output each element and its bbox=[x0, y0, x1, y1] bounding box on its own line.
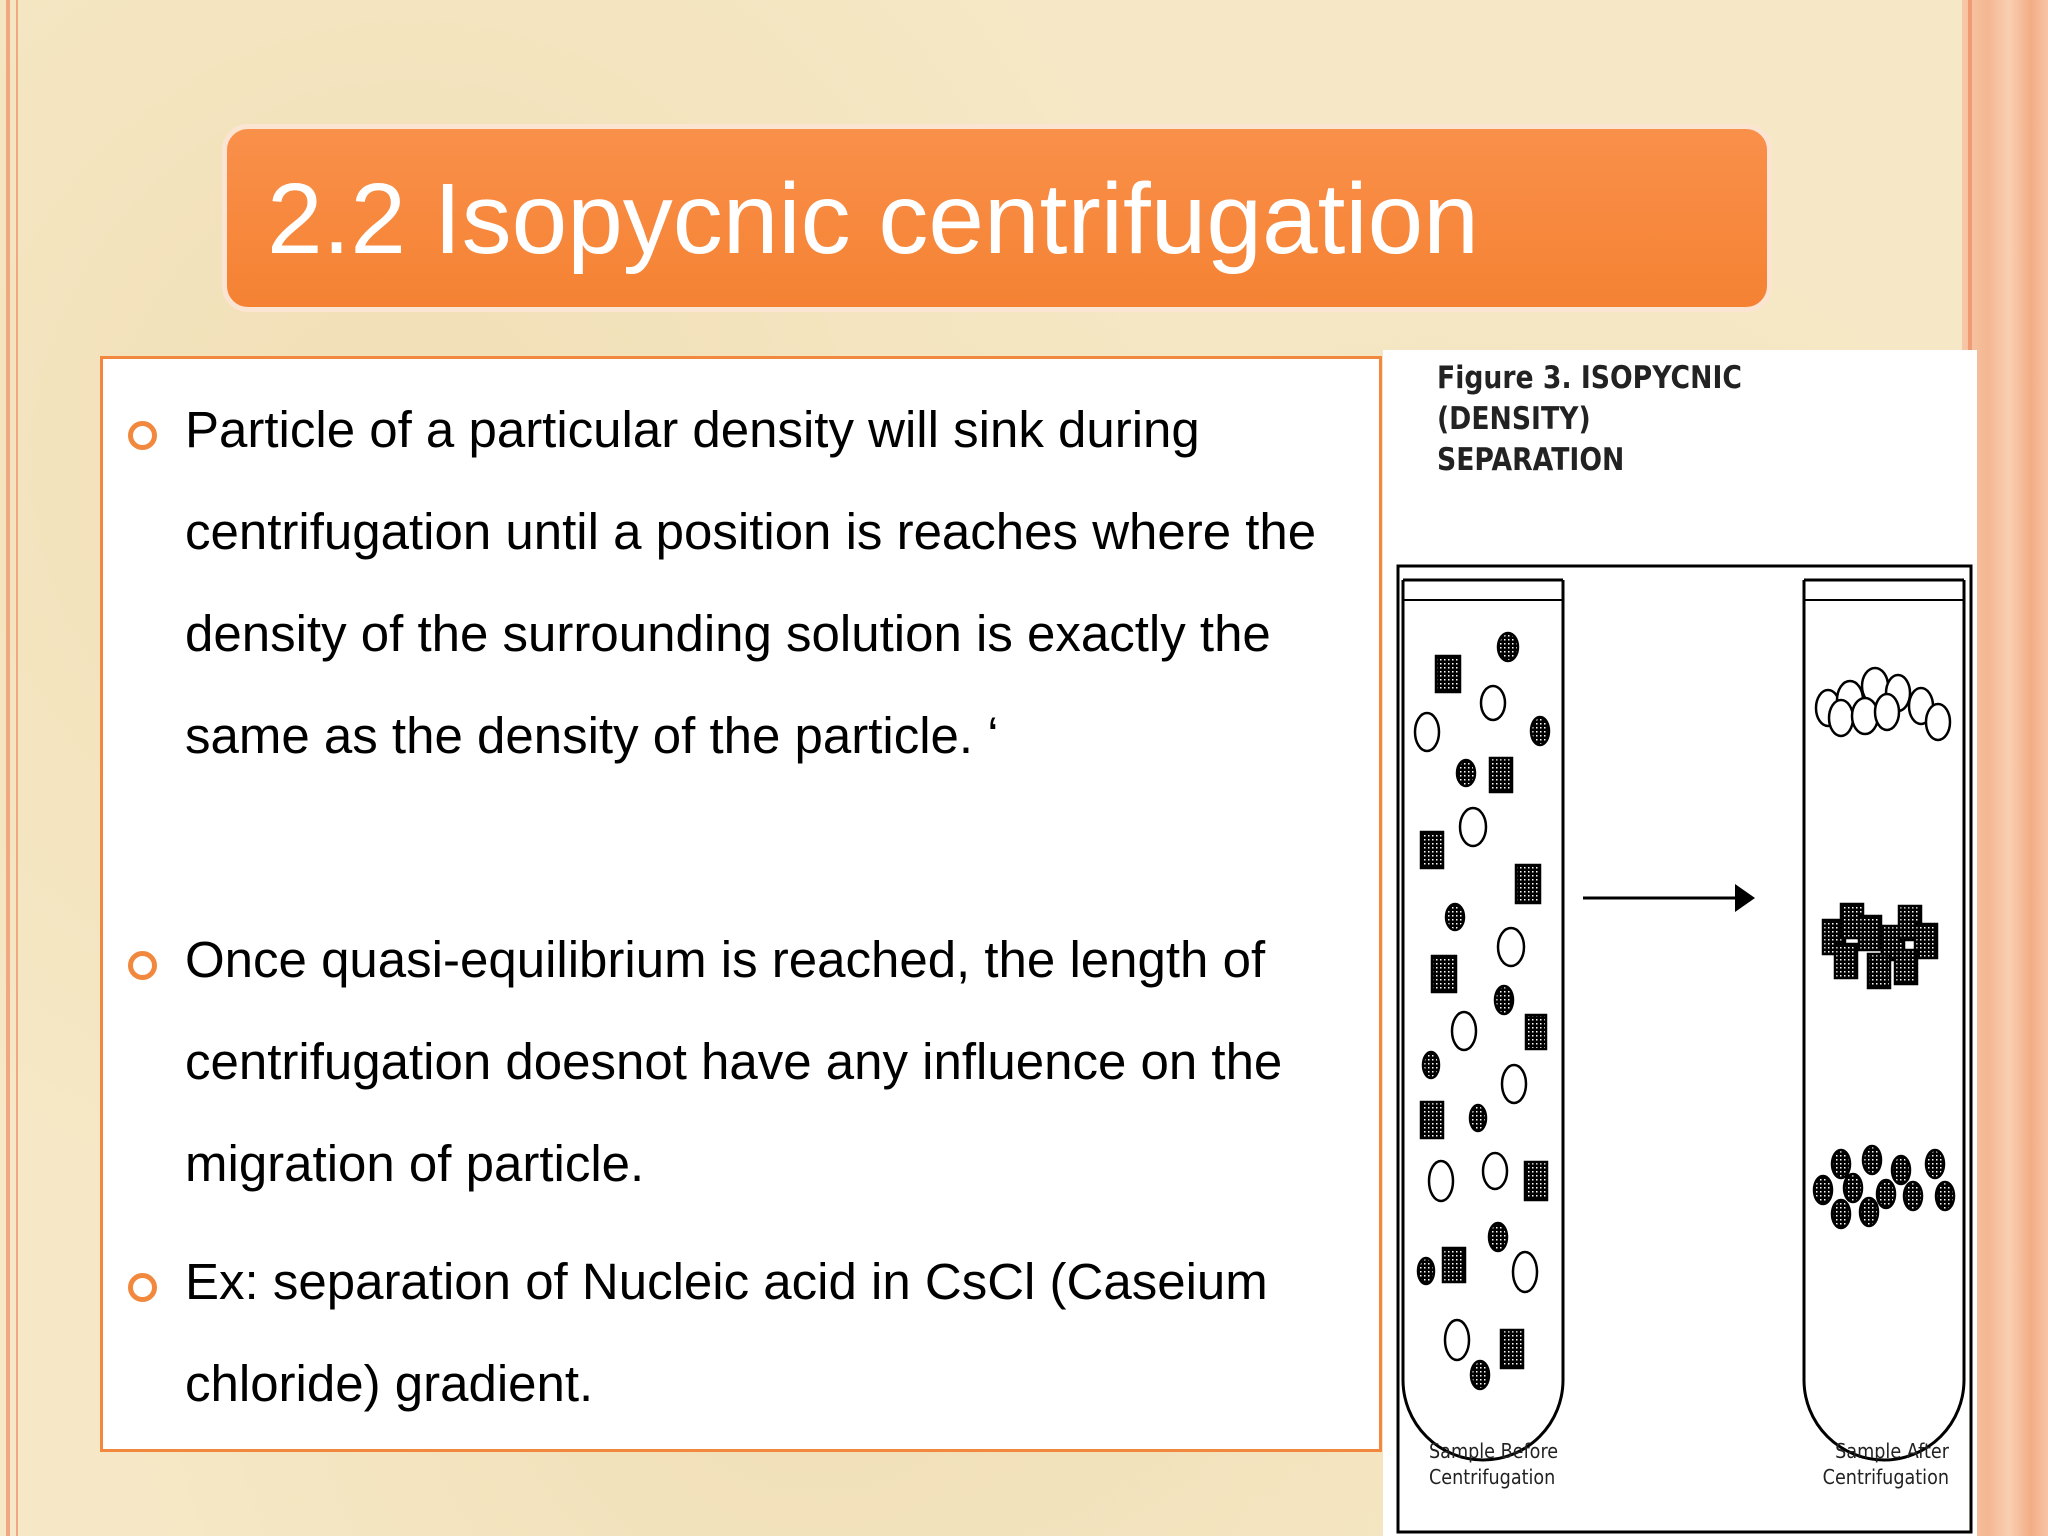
left-border-line bbox=[6, 0, 10, 1536]
label-before-line2: Centrifugation bbox=[1429, 1465, 1556, 1489]
particles-band-squares bbox=[1823, 904, 1937, 988]
left-border-line-thin bbox=[16, 0, 18, 1536]
figure-caption-line2: SEPARATION bbox=[1437, 442, 1625, 478]
arrow-head-icon bbox=[1735, 884, 1755, 912]
ring-bullet-icon bbox=[128, 1273, 157, 1302]
label-after-line2: Centrifugation bbox=[1822, 1465, 1949, 1489]
slide-title: 2.2 Isopycnic centrifugation bbox=[267, 163, 1479, 275]
label-before-line1: Sample Before bbox=[1429, 1439, 1559, 1463]
particles-band-light bbox=[1816, 668, 1950, 740]
bullet-text: Once quasi-equilibrium is reached, the length of centrifugation doesnot have any influence on the migration of particle. bbox=[185, 931, 1283, 1192]
content-box bbox=[100, 356, 1382, 1452]
centrifuge-tube-diagram bbox=[1383, 350, 1977, 1536]
particles-band-dense bbox=[1814, 1146, 1954, 1228]
label-sample-before bbox=[1429, 1438, 1558, 1490]
particles-mixed bbox=[1415, 633, 1549, 1389]
bullet-text: Particle of a particular density will sink during centrifugation until a position is reaches where the density of the surrounding solution is exactly the same as the density of the particle. ‘ bbox=[185, 401, 1317, 764]
title-banner bbox=[222, 124, 1772, 312]
label-sample-after bbox=[1810, 1438, 1949, 1490]
ring-bullet-icon bbox=[128, 421, 157, 450]
bullet-text: Ex: separation of Nucleic acid in CsCl (Caseium chloride) gradient. bbox=[185, 1253, 1268, 1412]
ring-bullet-icon bbox=[128, 951, 157, 980]
figure-panel bbox=[1383, 350, 1977, 1536]
figure-caption bbox=[1437, 358, 1884, 481]
label-after-line1: Sample After bbox=[1835, 1439, 1949, 1463]
figure-caption-line1: Figure 3. ISOPYCNIC (DENSITY) bbox=[1437, 360, 1742, 437]
